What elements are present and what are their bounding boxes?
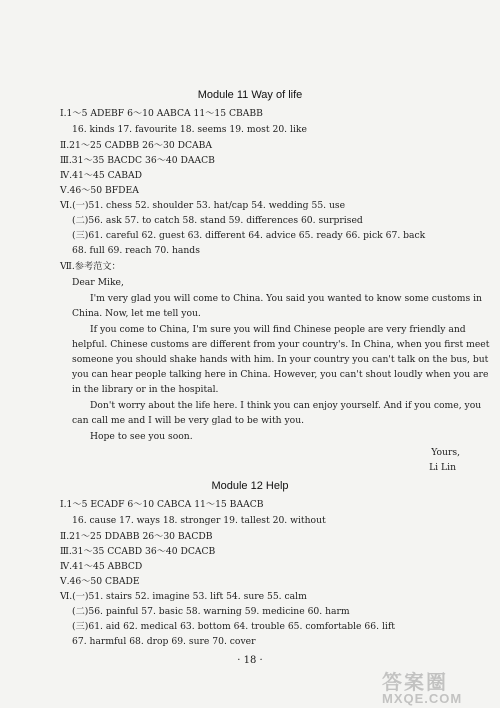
m11-part7-heading: Ⅶ.参考范文： (60, 261, 121, 272)
letter-p3-line1: Don't worry about the life here. I think you can enjoy yourself. And if you come, you (90, 400, 482, 411)
m12-part6-c: (三)61. aid 62. medical 63. bottom 64. trouble 65. comfortable 66. lift (72, 621, 395, 632)
m12-part4: Ⅳ.41～45 ABBCD (60, 561, 143, 572)
letter-p2-line4: you can hear people talking here in China. However, you can't shout loudly when you are (72, 369, 489, 380)
m11-part3: Ⅲ.31～35 BACDC 36～40 DAACB (60, 155, 215, 166)
m11-part4: Ⅳ.41～45 CABAD (60, 170, 143, 181)
letter-p2-line2: helpful. Chinese customs are different from your country's. In China, when you first meet (72, 339, 490, 350)
module-11-title: Module 11 Way of life (197, 89, 303, 101)
m12-part1-words: 16. cause 17. ways 18. stronger 19. tallest 20. without (72, 515, 326, 526)
letter-p4: Hope to see you soon. (90, 431, 193, 442)
m11-part6-b: (二)56. ask 57. to catch 58. stand 59. differences 60. surprised (72, 215, 363, 226)
letter-greeting: Dear Mike, (72, 277, 124, 288)
letter-p1-line2: China. Now, let me tell you. (72, 308, 201, 319)
letter-closing: Yours, (431, 447, 460, 458)
m11-part6-c: (三)61. careful 62. guest 63. different 64. advice 65. ready 66. pick 67. back (72, 230, 426, 241)
m11-part1-words: 16. kinds 17. favourite 18. seems 19. most 20. like (72, 124, 307, 135)
m12-part5: Ⅴ.46～50 CBADE (60, 576, 140, 587)
letter-p1-line1: I'm very glad you will come to China. You said you wanted to know some customs in (90, 293, 482, 304)
m12-part6-b: (二)56. painful 57. basic 58. warning 59. medicine 60. harm (72, 606, 350, 617)
m11-part1-answers: Ⅰ.1～5 ADEBF 6～10 AABCA 11～15 CBABB (60, 108, 263, 119)
m11-part5: Ⅴ.46～50 BFDEA (60, 185, 139, 196)
m12-part6-a: Ⅵ.(一)51. stairs 52. imagine 53. lift 54. sure 55. calm (60, 591, 307, 602)
m11-part6-a: Ⅵ.(一)51. chess 52. shoulder 53. hat/cap 54. wedding 55. use (60, 200, 346, 211)
letter-p3-line2: can call me and I will be very glad to be with you. (72, 415, 305, 426)
m12-part2: Ⅱ.21～25 DDABB 26～30 BACDB (60, 531, 213, 542)
m12-part1-answers: Ⅰ.1～5 ECADF 6～10 CABCA 11～15 BAACB (60, 499, 264, 510)
m11-part6-d: 68. full 69. reach 70. hands (72, 245, 200, 256)
page-number: · 18 · (237, 655, 263, 666)
letter-p2-line1: If you come to China, I'm sure you will find Chinese people are very friendly and (90, 324, 466, 335)
letter-p2-line3: someone you should shake hands with him. In your country you can't talk on the bus, but (72, 354, 489, 365)
watermark-line1: 答案圈 (382, 672, 448, 694)
m11-part2: Ⅱ.21～25 CADBB 26～30 DCABA (60, 140, 213, 151)
m12-part3: Ⅲ.31～35 CCABD 36～40 DCACB (60, 546, 216, 557)
m12-part6-d: 67. harmful 68. drop 69. sure 70. cover (72, 636, 256, 647)
watermark-logo (382, 666, 494, 706)
letter-signature: Li Lin (429, 462, 456, 473)
module-12-title: Module 12 Help (211, 480, 289, 492)
watermark-line2: MXQE.COM (382, 691, 463, 706)
letter-p2-line5: in the library or in the hospital. (72, 384, 219, 395)
